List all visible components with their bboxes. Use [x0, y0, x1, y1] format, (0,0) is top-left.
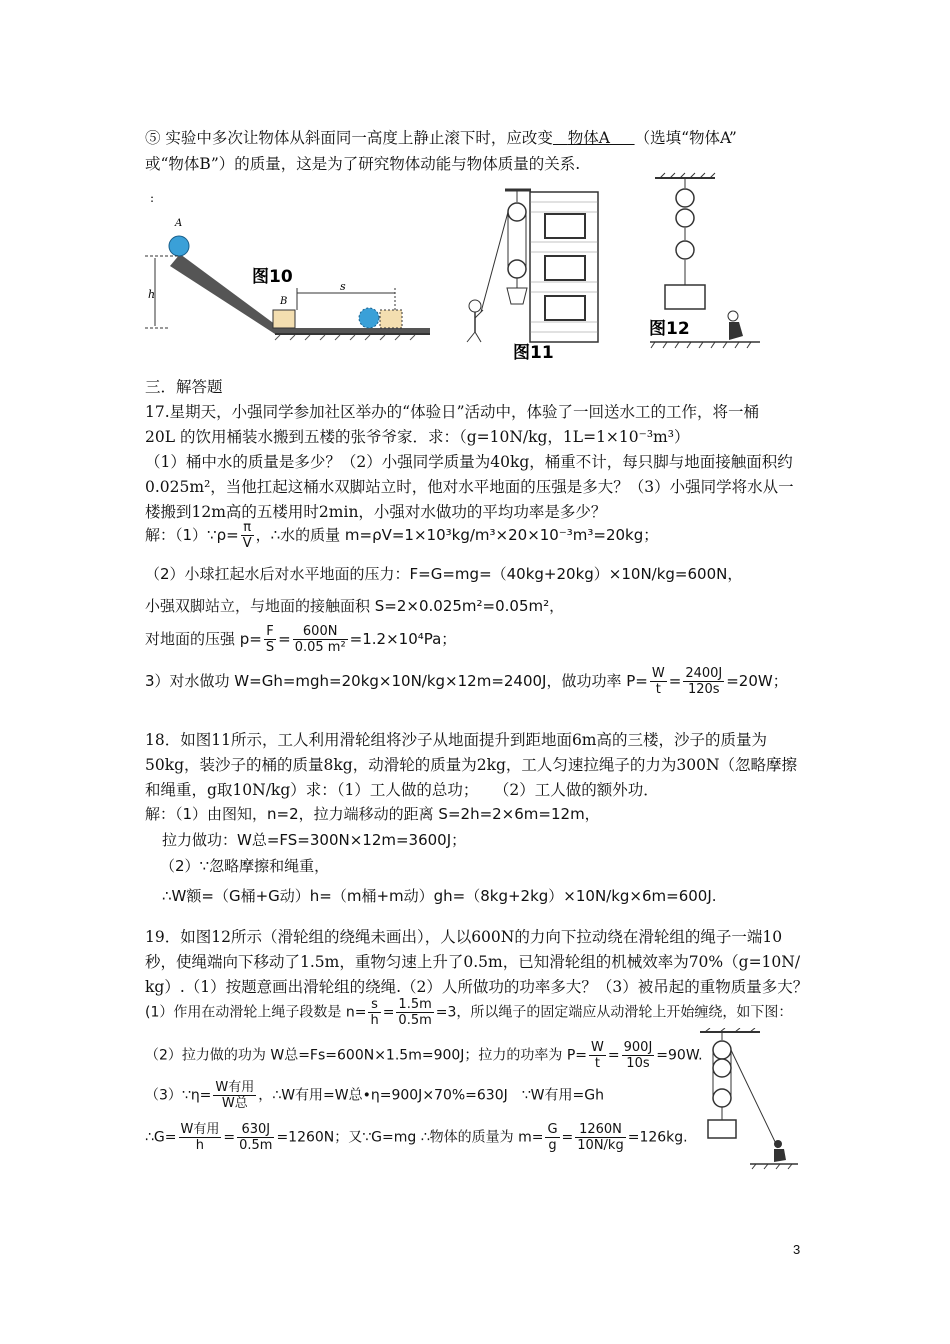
q19-solution-2: （2）拉力做的功为 W总=Fs=600N×1.5m=900J；拉力的功率为 P= $\frac{W}{t}$ = $\frac{900J}{10s}$ =90W. — [145, 1040, 703, 1071]
page-number: 3 — [793, 1242, 801, 1257]
figure-12 — [645, 170, 765, 360]
worker — [469, 300, 481, 312]
block-b-label: B — [280, 296, 288, 307]
q18-line3: 和绳重，g取10N/kg）求：（1）工人做的总功； （2）工人做的额外功． — [145, 781, 659, 799]
height-label: h — [148, 288, 156, 301]
q19-line2: 秒，使绳端向下移动了1.5m，重物匀速上升了0.5m，已知滑轮组的机械效率为70%（g=10N/ — [145, 953, 801, 971]
q19-line1: 19．如图12所示（滑轮组的绕绳未画出），人以600N的力向下拉动绕在滑轮组的绳子一端10 — [145, 928, 783, 946]
figure-10 — [140, 186, 440, 346]
q19-solution-4: ∴G= W有用 h = $\frac{630J}{0.5m}$ =1260N；又∵G=mg ∴物体的质量为 m= $\frac{G}{g}$ = $\frac{1260N}{10N/kg}$ =126kg. — [145, 1122, 688, 1153]
block-b — [273, 310, 295, 328]
q17-solution-4: 对地面的压强 p= $\frac{F}{S}$ = $\frac{600N}{\text{0.05 m²}}$ =1.2×10⁴Pa； — [145, 624, 457, 655]
q17-solution-3: 小强双脚站立，与地面的接触面积 S=2×0.025m²=0.05m²， — [145, 597, 565, 615]
fig10-colon: : — [150, 191, 155, 205]
q18-solution-4: ∴W额=（G桶+G动）h=（m桶+m动）gh=（8kg+2kg）×10N/kg×6m=600J. — [162, 887, 717, 905]
ball-a — [169, 236, 189, 256]
q18-line1: 18．如图11所示，工人利用滑轮组将沙子从地面提升到距地面6m高的三楼，沙子的质量为 — [145, 731, 768, 749]
q17-line4: 0.025m²，当他扛起这桶水双脚站立时，他对水平地面的压强是多大？（3）小强同学将水从一 — [145, 478, 794, 496]
figure-11 — [455, 184, 615, 364]
moving-pulley — [508, 260, 526, 278]
q17-solution-1: 解：（1）∵ρ= $\frac{\pi}{V}$ ，∴水的质量 m=ρV=1×10³kg/m³×20×10⁻³m³=20kg； — [145, 520, 659, 551]
q16-line2: 或“物体B”）的质量，这是为了研究物体动能与物体质量的关系. — [145, 155, 581, 173]
q17-line2: 20L 的饮用桶装水搬到五楼的张爷爷家．求：（g=10N/kg，1L=1×10⁻³m³） — [145, 428, 690, 446]
q19-answer-figure — [690, 1028, 800, 1170]
q19-line3: kg）.（1）按题意画出滑轮组的绕绳.（2）人所做功的功率多大？（3）被吊起的重物质量多大？ — [145, 978, 809, 996]
q17-line1: 17.星期天，小强同学参加社区举办的“体验日”活动中，体验了一回送水工的工作，将一桶 — [145, 403, 760, 421]
q18-solution-3: （2）∵忽略摩擦和绳重， — [160, 857, 330, 875]
load-block — [665, 285, 705, 309]
bucket — [507, 288, 527, 304]
fig12-label: 图12 — [649, 319, 690, 339]
q19-solution-1: (1）作用在动滑轮上绳子段数是 n= $\frac{s}{h}$ = $\frac{1.5m}{0.5m}$ =3，所以绳子的固定端应从动滑轮上开始缠绕，如下图： — [145, 997, 793, 1028]
q17-solution-5: 3）对水做功 W=Gh=mgh=20kg×10N/kg×12m=2400J，做功功率 P= $\frac{W}{t}$ = $\frac{2400J}{120s}$ =20W； — [145, 666, 788, 697]
q17-solution-2: （2）小球扛起水后对水平地面的压力：F=G=mg=（40kg+20kg）×10N/kg=600N， — [145, 565, 743, 583]
fig11-label: 图11 — [513, 343, 554, 363]
ball-a-label: A — [175, 218, 183, 229]
distance-label: s — [340, 280, 346, 293]
q17-line3: （1）桶中水的质量是多少？（2）小强同学质量为40kg，桶重不计，每只脚与地面接触面积约 — [145, 453, 793, 471]
q18-solution-1: 解：（1）由图知，n=2，拉力端移动的距离 S=2h=2×6m=12m， — [145, 805, 600, 823]
answer-blank: 物体A — [567, 129, 610, 147]
section-title: 三．解答题 — [145, 378, 223, 396]
q17-line5: 楼搬到12m高的五楼用时2min，小强对水做功的平均功率是多少？ — [145, 503, 607, 521]
fixed-pulley — [508, 203, 526, 221]
q19-solution-3: （3）∵η= W有用 W总 ，∴W有用=W总•η=900J×70%=630J ∵W有用=Gh — [145, 1080, 604, 1111]
q18-line2: 50kg，装沙子的桶的质量8kg，动滑轮的质量为2kg，工人匀速拉绳子的力为300N（忽略摩擦 — [145, 756, 798, 774]
q16-line1: ⑤ 实验中多次让物体从斜面同一高度上静止滚下时，应改变 物体A （选填“物体A” — [145, 129, 737, 147]
fig10-label: 图10 — [252, 267, 293, 287]
q18-solution-2: 拉力做功：W总=FS=300N×12m=3600J； — [162, 831, 467, 849]
